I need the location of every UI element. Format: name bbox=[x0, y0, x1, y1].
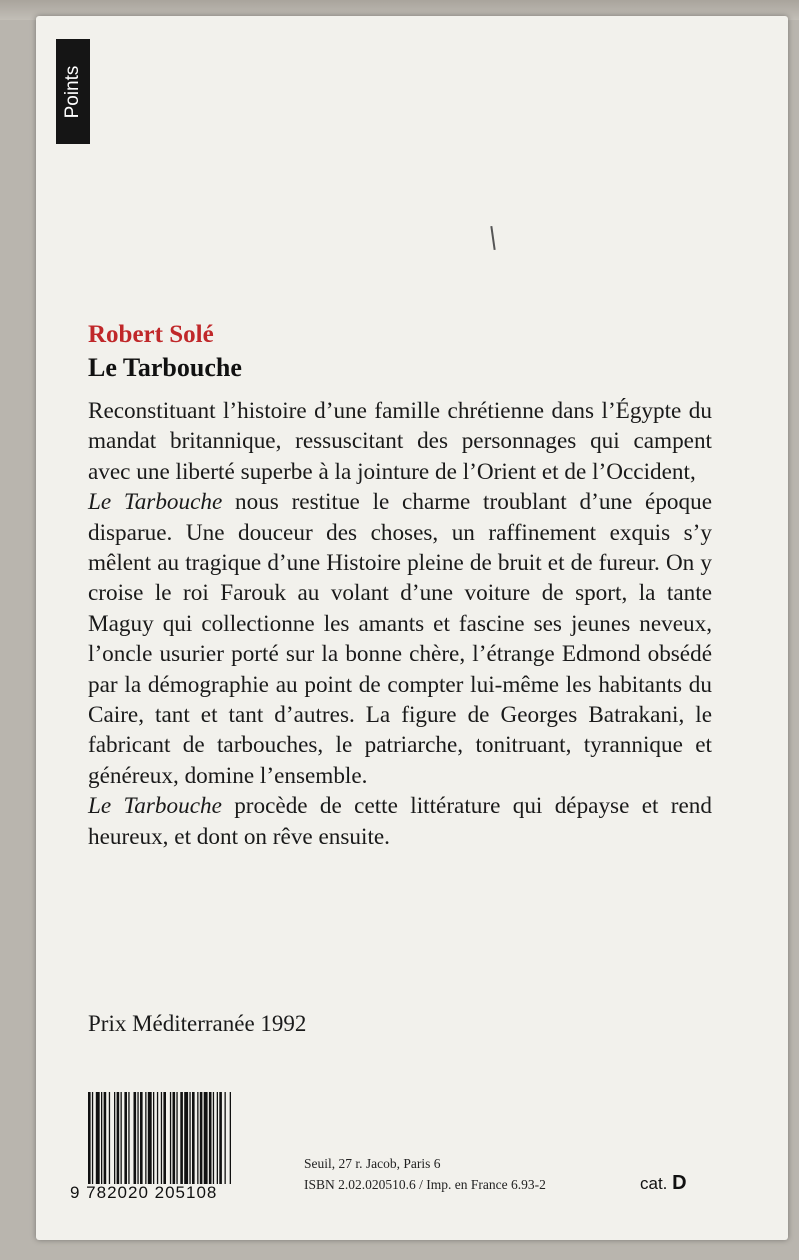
author-name: Robert Solé bbox=[88, 321, 214, 348]
publisher-address: Seuil, 27 r. Jacob, Paris 6 bbox=[304, 1156, 441, 1171]
series-tab-label: Points bbox=[62, 65, 83, 118]
scratch-mark bbox=[490, 226, 495, 250]
barcode bbox=[86, 1092, 286, 1184]
series-tab bbox=[56, 39, 90, 144]
blurb-paragraph-2-title: Le Tarbouche bbox=[88, 489, 223, 516]
catalog-label: cat. bbox=[640, 1174, 668, 1193]
blurb-paragraph-2 bbox=[88, 487, 712, 791]
catalog-value: D bbox=[672, 1172, 687, 1194]
blurb-text bbox=[88, 396, 712, 852]
barcode-number: 9 782020 205108 bbox=[70, 1183, 218, 1202]
blurb-paragraph-3-title: Le Tarbouche bbox=[88, 793, 222, 820]
blurb-paragraph-1 bbox=[88, 396, 712, 487]
book-back-cover bbox=[36, 16, 788, 1240]
catalog-category bbox=[640, 1172, 687, 1195]
isbn-line: ISBN 2.02.020510.6 / Imp. en France 6.93-2 bbox=[304, 1177, 546, 1192]
prize-line: Prix Méditerranée 1992 bbox=[88, 1011, 307, 1036]
book-title: Le Tarbouche bbox=[88, 353, 242, 382]
blurb-paragraph-2-text: nous restitue le charme troublant d’une époque disparue. Une douceur des choses, un raffinement exquis s’y mêlent au tragique d’une Histoire pleine de bruit et de fureur. On y croise le roi Farouk au volant d’une voiture de sport, la tante Maguy qui collectionne les amants et fascine ses jeunes neveux, l’oncle usurier porté sur la bonne chère, l’étrange Edmond obsédé par la démographie au point de compter lui-même les habitants du Caire, tant et tant d’autres. La figure de Georges Batrakani, le fabricant de tarbouches, le patriarche, tonitruant, tyrannique et généreux, domine l’ensemble. bbox=[88, 489, 713, 789]
blurb-paragraph-3 bbox=[88, 791, 712, 852]
blurb-paragraph-1-text: Reconstituant l’histoire d’une famille chrétienne dans l’Égypte du mandat britannique, ressuscitant des personnages qui campent avec une liberté superbe à la jointure de l’Orient et de l’Occident, bbox=[88, 398, 712, 485]
blurb-paragraph-3-text: procède de cette littérature qui dépayse et rend heureux, et dont on rêve ensuite. bbox=[88, 793, 712, 850]
